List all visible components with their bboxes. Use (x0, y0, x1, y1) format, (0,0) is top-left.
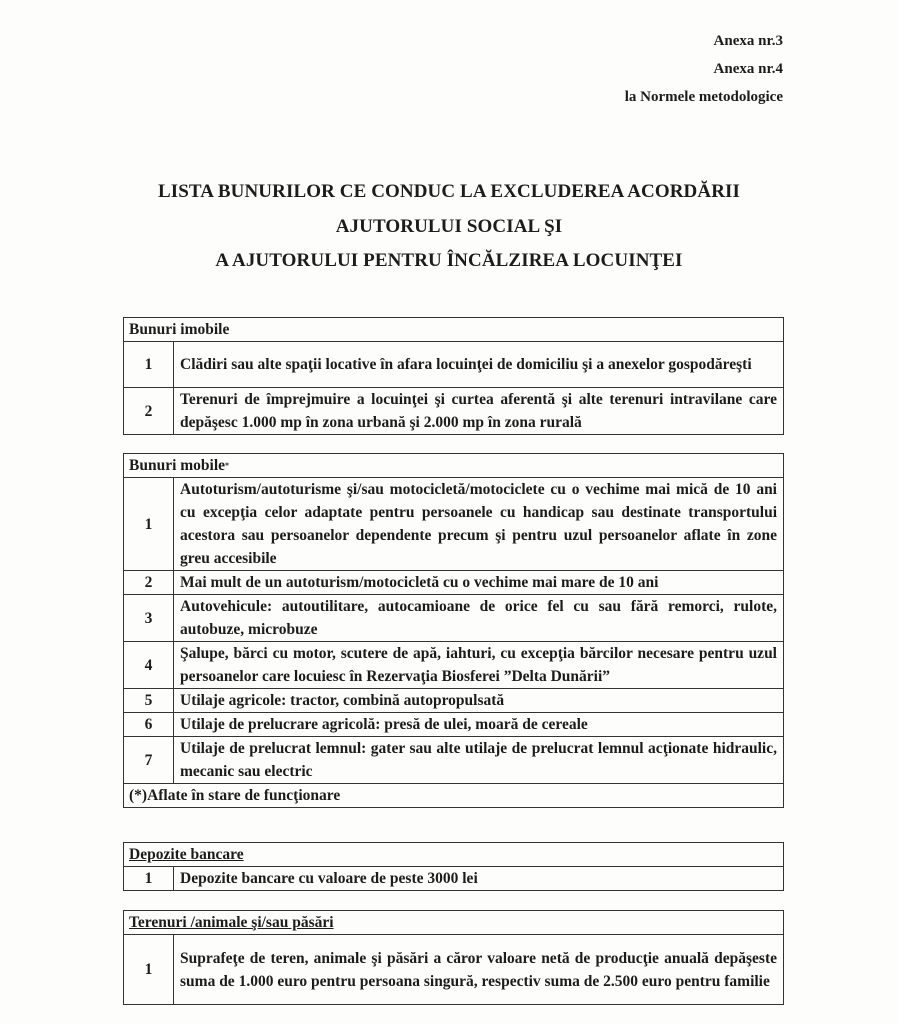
table-header (124, 843, 784, 867)
row-number: 3 (124, 595, 174, 642)
row-text: Terenuri de împrejmuire a locuinţei şi curtea aferentă şi alte terenuri intravilane care depăşesc 1.000 mp în zona urbană şi 2.000 mp în zona rurală (174, 388, 784, 435)
table-row (124, 388, 784, 435)
table-header (124, 911, 784, 935)
row-number: 4 (124, 642, 174, 689)
header-label: Depozite bancare (129, 846, 244, 863)
row-text: Suprafeţe de teren, animale şi păsări a căror valoare netă de producţie anuală depăşeste suma de 1.000 euro pentru persoana singură, respectiv suma de 2.500 euro pentru familie (174, 935, 784, 1005)
annex-reference: la Normele metodologice (624, 89, 783, 105)
header-label: Terenuri /animale şi/sau păsări (129, 914, 334, 931)
row-text: Autovehicule: autoutilitare, autocamioane de orice fel cu sau fără remorci, rulote, autobuze, microbuze (174, 595, 784, 642)
table-row (124, 478, 784, 571)
table-row (124, 342, 784, 388)
row-number: 1 (124, 342, 174, 388)
annex-number-3: Anexa nr.3 (713, 33, 783, 49)
row-text: Utilaje de prelucrat lemnul: gater sau alte utilaje de prelucrat lemnul acţionate hidraulic, mecanic sau electric (174, 737, 784, 784)
table-header: Bunuri imobile (124, 318, 784, 342)
row-number: 7 (124, 737, 174, 784)
row-number: 5 (124, 689, 174, 713)
row-number: 6 (124, 713, 174, 737)
table-row (124, 737, 784, 784)
row-text: Şalupe, bărci cu motor, scutere de apă, iahturi, cu excepţia bărcilor necesare pentru uzul persoanelor care locuiesc în Rezervaţia Biosferei ”Delta Dunării” (174, 642, 784, 689)
row-number: 1 (124, 935, 174, 1005)
table-terenuri-animale (123, 910, 784, 1005)
table-row (124, 689, 784, 713)
header-label: Bunuri mobile (129, 457, 226, 474)
row-number: 1 (124, 478, 174, 571)
table-row (124, 642, 784, 689)
document-title-line-1: LISTA BUNURILOR CE CONDUC LA EXCLUDEREA ACORDĂRII (157, 181, 741, 202)
row-text: Autoturism/autoturisme şi/sau motocicletă/motociclete cu o vechime mai mică de 10 ani cu excepţia celor adaptate pentru persoanele cu handicap sau destinate transportului acestora sau persoanelor dependente precum şi pentru uzul persoanelor aflate în zone greu accesibile (174, 478, 784, 571)
row-number: 2 (124, 571, 174, 595)
table-depozite-bancare (123, 842, 784, 891)
table-bunuri-mobile (123, 453, 784, 808)
row-text: Utilaje de prelucrare agricolă: presă de ulei, moară de cereale (174, 713, 784, 737)
table-row (124, 935, 784, 1005)
table-row (124, 713, 784, 737)
row-number: 1 (124, 867, 174, 891)
table-footnote: (*)Aflate în stare de funcţionare (124, 784, 784, 808)
row-text: Utilaje agricole: tractor, combină autopropulsată (174, 689, 784, 713)
row-number: 2 (124, 388, 174, 435)
annex-number-4: Anexa nr.4 (713, 61, 783, 77)
document-title-line-2: AJUTORULUI SOCIAL ŞI (335, 216, 563, 237)
document-title-line-3: A AJUTORULUI PENTRU ÎNCĂLZIREA LOCUINŢEI (215, 250, 683, 271)
table-row (124, 571, 784, 595)
footnote-mark: * (225, 461, 230, 470)
table-bunuri-imobile (123, 317, 784, 435)
table-header (124, 454, 784, 478)
table-row (124, 595, 784, 642)
table-row (124, 867, 784, 891)
row-text: Clădiri sau alte spaţii locative în afara locuinţei de domiciliu şi a anexelor gospodăreşti (174, 342, 784, 388)
row-text: Mai mult de un autoturism/motocicletă cu o vechime mai mare de 10 ani (174, 571, 784, 595)
row-text: Depozite bancare cu valoare de peste 3000 lei (174, 867, 784, 891)
